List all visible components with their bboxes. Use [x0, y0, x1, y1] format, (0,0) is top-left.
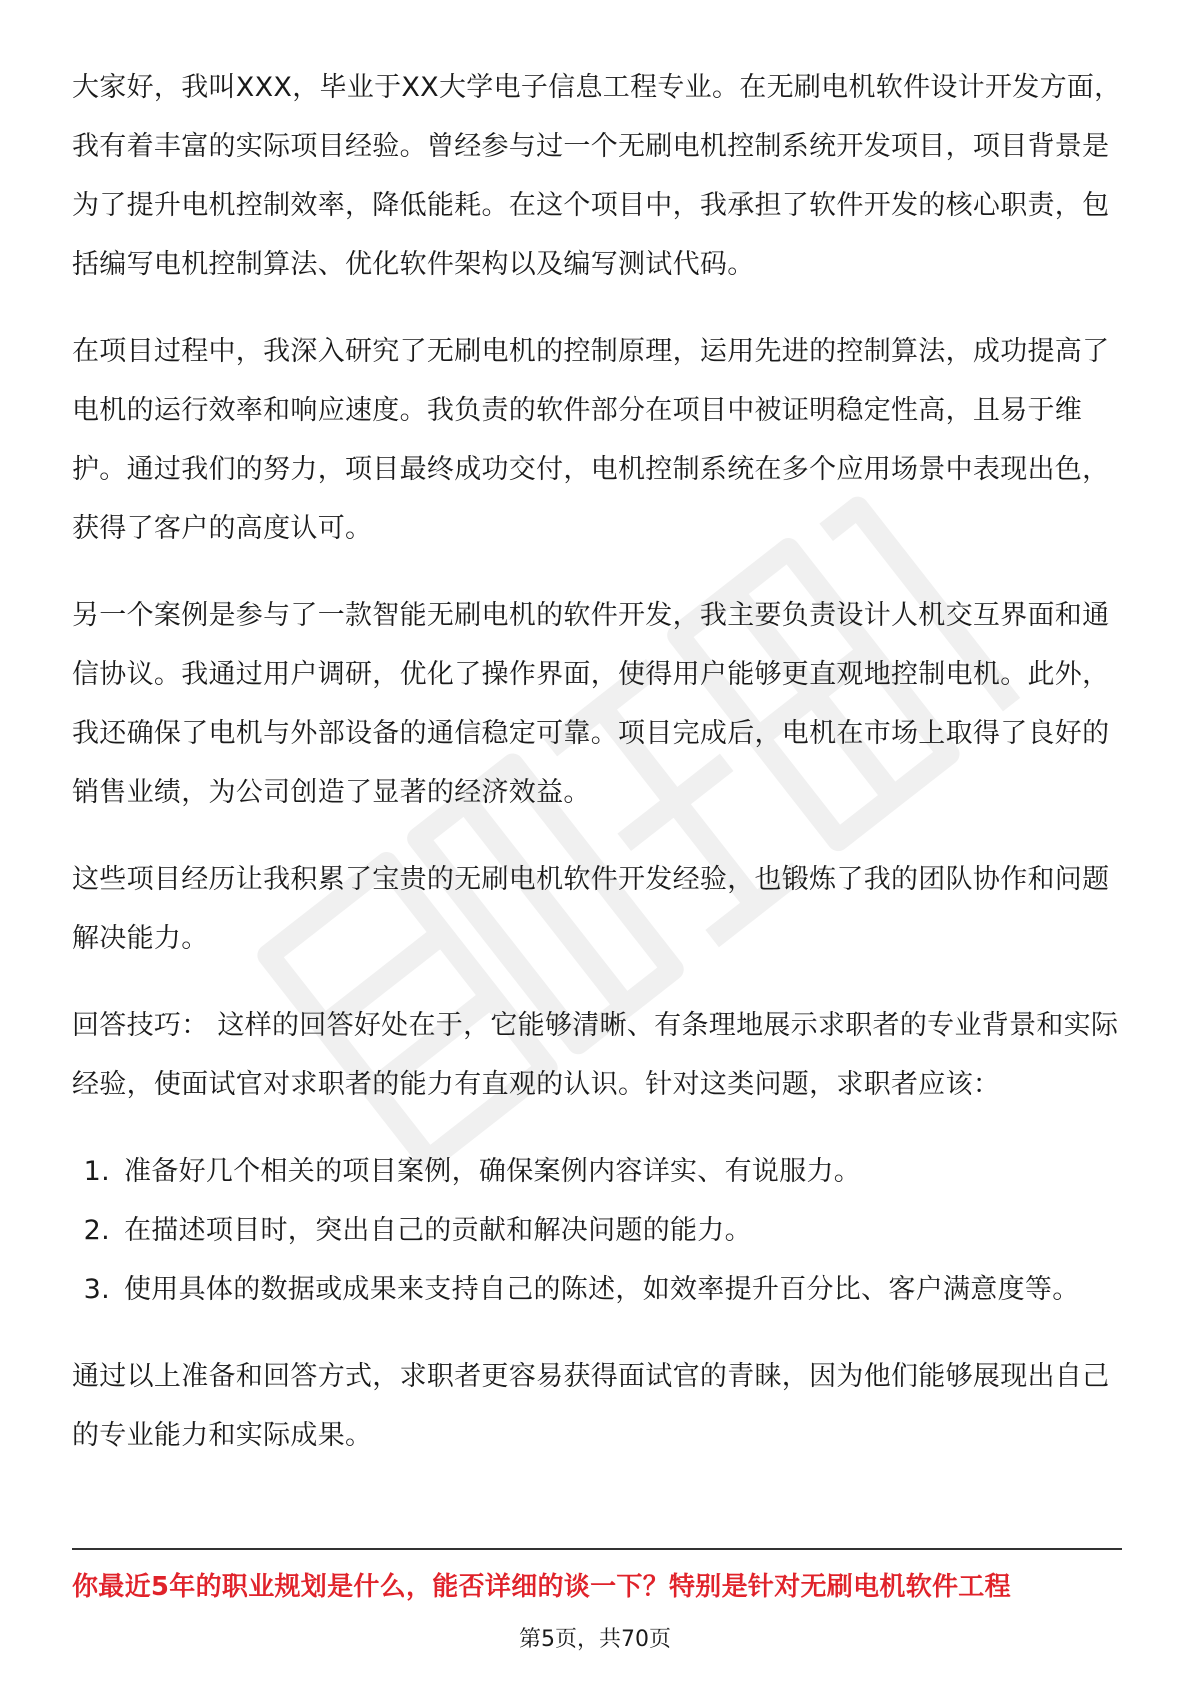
tips-list	[72, 1142, 1122, 1319]
paragraph-second-case: 另一个案例是参与了一款智能无刷电机的软件开发，我主要负责设计人机交互界面和通信协议。我通过用户调研，优化了操作界面，使得用户能够更直观地控制电机。此外，我还确保了电机与外部设备的通信稳定可靠。项目完成后，电机在市场上取得了良好的销售业绩，为公司创造了显著的经济效益。	[72, 600, 1110, 808]
paragraph-summary: 这些项目经历让我积累了宝贵的无刷电机软件开发经验，也锻炼了我的团队协作和问题解决能力。	[72, 864, 1110, 954]
page-number: 第5页，共70页	[519, 1627, 671, 1652]
list-item-text: 使用具体的数据或成果来支持自己的陈述，如效率提升百分比、客户满意度等。	[124, 1274, 1080, 1305]
paragraph-answer-tips: 回答技巧： 这样的回答好处在于，它能够清晰、有条理地展示求职者的专业背景和实际经验，使面试官对求职者的能力有直观的认识。针对这类问题，求职者应该：	[72, 1010, 1119, 1100]
list-item-number: 1.	[83, 1156, 110, 1187]
list-item-text: 准备好几个相关的项目案例，确保案例内容详实、有说服力。	[124, 1156, 862, 1187]
section-divider	[72, 1548, 1122, 1550]
list-item	[72, 1201, 1122, 1260]
list-item	[72, 1260, 1122, 1319]
list-item-text: 在描述项目时，突出自己的贡献和解决问题的能力。	[124, 1215, 752, 1246]
paragraph-intro: 大家好，我叫XXX，毕业于XX大学电子信息工程专业。在无刷电机软件设计开发方面，我有着丰富的实际项目经验。曾经参与过一个无刷电机控制系统开发项目，项目背景是为了提升电机控制效率，降低能耗。在这个项目中，我承担了软件开发的核心职责，包括编写电机控制算法、优化软件架构以及编写测试代码。	[72, 72, 1122, 280]
paragraph-closing: 通过以上准备和回答方式，求职者更容易获得面试官的青睐，因为他们能够展现出自己的专业能力和实际成果。	[72, 1361, 1110, 1451]
list-item	[72, 1142, 1122, 1201]
main-content	[72, 58, 1122, 1493]
paragraph-project-process: 在项目过程中，我深入研究了无刷电机的控制原理，运用先进的控制算法，成功提高了电机的运行效率和响应速度。我负责的软件部分在项目中被证明稳定性高，且易于维护。通过我们的努力，项目最终成功交付，电机控制系统在多个应用场景中表现出色，获得了客户的高度认可。	[72, 336, 1110, 544]
list-item-number: 2.	[83, 1215, 110, 1246]
list-item-number: 3.	[83, 1274, 110, 1305]
next-question-heading: 你最近5年的职业规划是什么，能否详细的谈一下？特别是针对无刷电机软件工程	[72, 1572, 1011, 1602]
